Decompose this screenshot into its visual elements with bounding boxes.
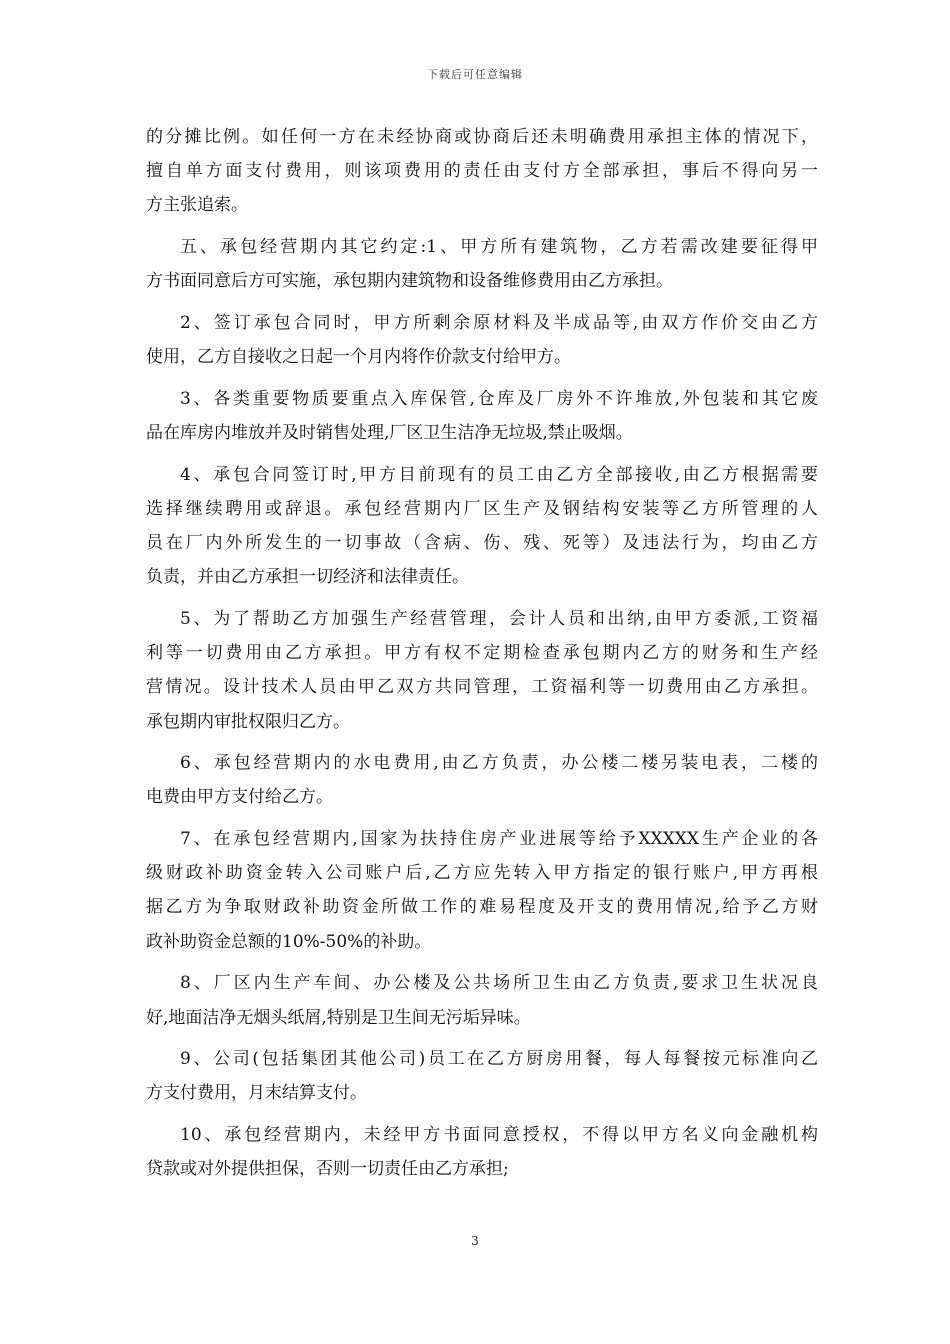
document-body — [146, 120, 818, 1186]
text-line: 利等一切费用由乙方承担。甲方有权不定期检查承包期内乙方的财务和生产经 — [146, 643, 818, 664]
text-line: 方书面同意后方可实施，承包期内建筑物和设备维修费用由乙方承担。 — [146, 271, 673, 292]
paragraph — [146, 966, 818, 1034]
text-line: 好,地面洁净无烟头纸屑,特别是卫生间无污垢异味。 — [146, 1007, 531, 1028]
text-line: 级财政补助资金转入公司账户后,乙方应先转入甲方指定的银行账户,甲方再根 — [146, 863, 818, 884]
text-line: 承包期内审批权限归乙方。 — [146, 711, 350, 732]
text-line: 政补助资金总额的10%-50%的补助。 — [146, 931, 432, 952]
paragraph — [146, 458, 818, 595]
text-line: 电费由甲方支付给乙方。 — [146, 787, 333, 808]
text-line: 5、为了帮助乙方加强生产经营管理，会计人员和出纳,由甲方委派,工资福 — [180, 608, 818, 629]
text-line: 9、公司(包括集团其他公司)员工在乙方厨房用餐，每人每餐按元标准向乙 — [180, 1049, 818, 1070]
text-line: 方支付费用，月末结算支付。 — [146, 1083, 367, 1104]
page-number: 3 — [471, 1234, 479, 1248]
text-line: 员在厂内外所发生的一切事故（含病、伤、残、死等）及违法行为，均由乙方 — [146, 533, 818, 554]
text-line: 7、在承包经营期内,国家为扶持住房产业进展等给予XXXXX生产企业的各 — [180, 829, 818, 850]
text-line: 据乙方为争取财政补助资金所做工作的难易程度及开支的费用情况,给予乙方财 — [146, 897, 818, 918]
text-line: 方主张追索。 — [146, 195, 248, 216]
paragraph — [146, 382, 818, 450]
text-line: 负责，并由乙方承担一切经济和法律责任。 — [146, 567, 469, 588]
text-line: 贷款或对外提供担保，否则一切责任由乙方承担; — [146, 1159, 509, 1180]
text-line: 五、承包经营期内其它约定:1、甲方所有建筑物，乙方若需改建要征得甲 — [180, 237, 818, 258]
text-line: 10、承包经营期内，未经甲方书面同意授权，不得以甲方名义向金融机构 — [180, 1125, 818, 1146]
paragraph — [146, 306, 818, 374]
text-line: 的分摊比例。如任何一方在未经协商或协商后还未明确费用承担主体的情况下， — [146, 127, 818, 147]
text-line: 2、签订承包合同时，甲方所剩余原材料及半成品等,由双方作价交由乙方 — [180, 312, 818, 333]
text-line: 4、承包合同签订时,甲方目前现有的员工由乙方全部接收,由乙方根据需要 — [180, 464, 818, 485]
text-line: 3、各类重要物质要重点入库保管,仓库及厂房外不许堆放,外包装和其它废 — [180, 388, 818, 409]
paragraph — [146, 602, 818, 739]
paragraph — [146, 1042, 818, 1110]
text-line: 擅自单方面支付费用，则该项费用的责任由支付方全部承担，事后不得向另一 — [146, 161, 818, 182]
text-line: 6、承包经营期内的水电费用,由乙方负责，办公楼二楼另装电表，二楼的 — [180, 753, 818, 774]
text-line: 8、厂区内生产车间、办公楼及公共场所卫生由乙方负责,要求卫生状况良 — [180, 973, 818, 994]
page-header: 下载后可任意编辑 — [427, 68, 523, 81]
text-line: 品在库房内堆放并及时销售处理,厂区卫生洁净无垃圾,禁止吸烟。 — [146, 423, 633, 443]
paragraph — [146, 120, 818, 223]
paragraph — [146, 230, 818, 298]
paragraph — [146, 822, 818, 959]
text-line: 使用，乙方自接收之日起一个月内将作价款支付给甲方。 — [146, 347, 571, 368]
text-line: 营情况。设计技术人员由甲乙双方共同管理，工资福利等一切费用由乙方承担。 — [146, 677, 818, 698]
paragraph — [146, 746, 818, 814]
paragraph — [146, 1118, 818, 1186]
text-line: 选择继续聘用或辞退。承包经营期内厂区生产及钢结构安装等乙方所管理的人 — [146, 498, 818, 519]
